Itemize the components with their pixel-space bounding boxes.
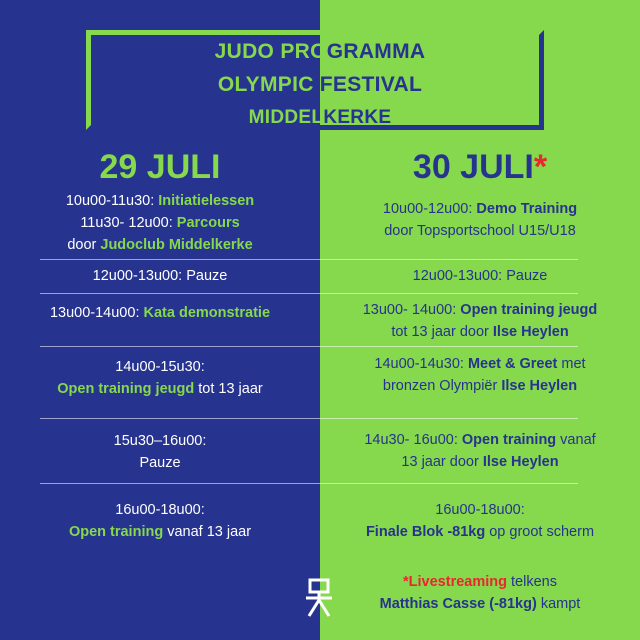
day2-block-meet: 14u00-14u30: Meet & Greet met bronzen Olympiër Ilse Heylen [374, 356, 586, 394]
title-line-2: OLYMPIC FESTIVAL [217, 73, 423, 96]
day1-block-pause1: 12u00-13u00: Pauze [92, 268, 228, 284]
day2-block-open: 14u30- 16u00: Open training vanaf 13 jaar door Ilse Heylen [364, 432, 596, 470]
day1-block-youth: 14u00-15u30: Open training jeugd tot 13 jaar [57, 359, 263, 397]
day2-block-pause: 12u00-13u00: Pauze [412, 268, 548, 284]
day2-block-final: 16u00-18u00: Finale Blok -81kg op groot scherm [365, 502, 595, 540]
title-line-1: JUDO PROGRAMMA [214, 40, 426, 63]
separator [40, 346, 578, 347]
title-line-3: MIDDELKERKE [248, 107, 392, 128]
separator [40, 483, 578, 484]
date-day1: 29 JULI [99, 148, 221, 186]
livestream-note: *Livestreaming telkens Matthias Casse (-81kg) kampt [379, 574, 581, 612]
day1-block-open: 16u00-18u00: Open training vanaf 13 jaar [68, 502, 252, 540]
schedule-item: 10u00-11u30: Initiatielessen [65, 193, 255, 209]
separator [40, 293, 578, 294]
separator [40, 418, 578, 419]
day1-block-kata: 13u00-14u00: Kata demonstratie [49, 305, 271, 321]
day2-block-youth: 13u00- 14u00: Open training jeugd tot 13 jaar door Ilse Heylen [362, 302, 598, 340]
day1-block-morning [0, 190, 320, 256]
date-day2: 30 JULI* [412, 148, 548, 186]
separator [40, 259, 578, 260]
day1-block-pause2: 15u30–16u00: Pauze [113, 433, 207, 471]
day2-block-demo: 10u00-12u00: Demo Training door Topsportschool U15/U18 [382, 201, 578, 239]
schedule-item: 11u30- 12u00: Parcours [80, 215, 240, 231]
schedule-item: door Judoclub Middelkerke [67, 237, 253, 253]
